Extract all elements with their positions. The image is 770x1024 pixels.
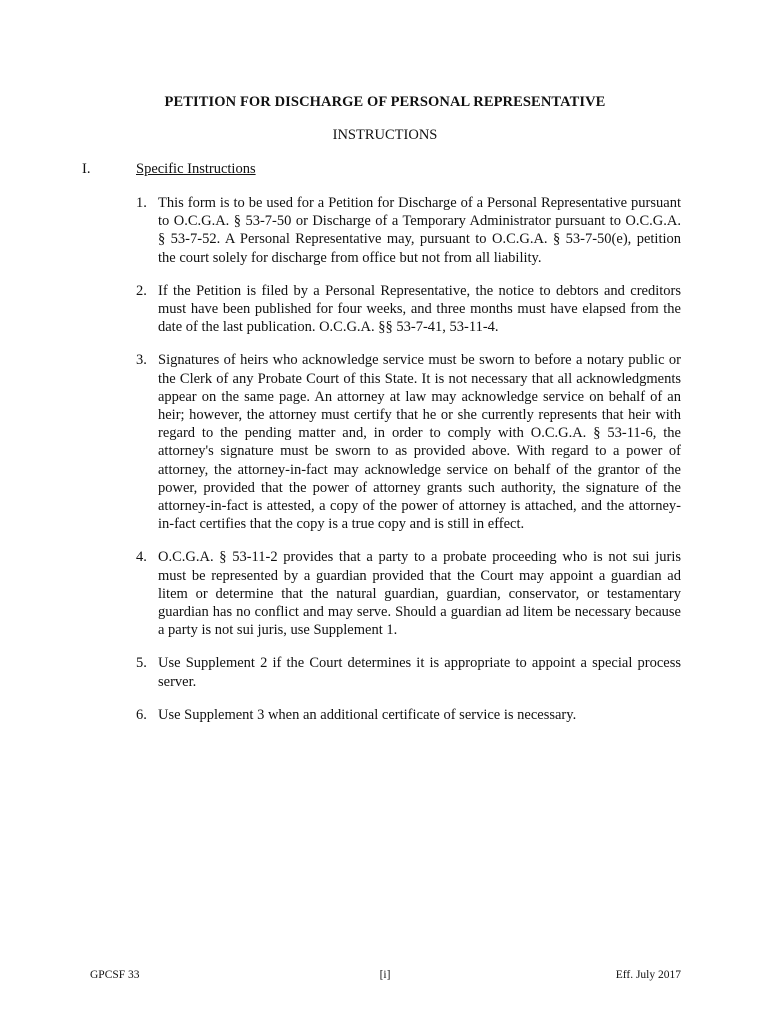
list-item-number: 4.	[136, 549, 147, 566]
list-item	[136, 654, 681, 690]
list-item	[136, 194, 681, 267]
list-item-number: 2.	[136, 282, 147, 299]
instructions-list	[136, 194, 681, 739]
section-title: Specific Instructions	[136, 161, 256, 177]
list-item-number: 3.	[136, 352, 147, 369]
footer-form-id: GPCSF 33	[90, 969, 140, 981]
list-item-text: This form is to be used for a Petition for Discharge of a Personal Representative pursuant to O.C.G.A. § 53-7-50 or Discharge of a Temporary Administrator pursuant to O.C.G.A. § 53-7-52. A Personal Representative may, pursuant to O.C.G.A. § 53-7-50(e), petition the court solely for discharge from office but not from all liability.	[158, 195, 681, 266]
list-item-number: 5.	[136, 655, 147, 672]
list-item	[136, 282, 681, 337]
page-subtitle: INSTRUCTIONS	[332, 127, 438, 143]
section-number: I.	[82, 161, 91, 177]
footer-effective-date: Eff. July 2017	[615, 969, 681, 981]
list-item-text: O.C.G.A. § 53-11-2 provides that a party to a probate proceeding who is not sui juris must be represented by a guardian provided that the Court may appoint a guardian ad litem or determine that the natural guardian, guardian, conservator, or testamentary guardian has no conflict and may serve. Should a guardian ad litem be necessary because a party is not sui juris, use Supplement 1.	[158, 549, 681, 639]
list-item-text: Signatures of heirs who acknowledge service must be sworn to before a notary public or the Clerk of any Probate Court of this State. It is not necessary that all acknowledgments appear on the same page. An attorney at law may acknowledge service on behalf of an heir; however, the attorney must certify that he or she currently represents that heir with regard to the pending matter and, in order to comply with O.C.G.A. § 53-11-6, the attorney's signature must be sworn to as provided above. With regard to a power of attorney, the attorney-in-fact may acknowledge service on behalf of the grantor of the power, provided that the power of attorney grants such authority, the signature of the attorney-in-fact is attested, a copy of the power of attorney is attached, and the attorney-in-fact certifies that the copy is a true copy and is still in effect.	[158, 352, 681, 533]
footer-page-number: [i]	[379, 969, 391, 981]
list-item-text: Use Supplement 2 if the Court determines it is appropriate to appoint a special process server.	[158, 655, 681, 690]
list-item-text: If the Petition is filed by a Personal Representative, the notice to debtors and creditors must have been published for four weeks, and three months must have elapsed from the date of the last publication. O.C.G.A. §§ 53-7-41, 53-11-4.	[158, 282, 681, 336]
page-title: PETITION FOR DISCHARGE OF PERSONAL REPRESENTATIVE	[164, 94, 606, 110]
list-item-number: 1.	[136, 195, 147, 211]
list-item-text: Use Supplement 3 when an additional certificate of service is necessary.	[158, 706, 577, 723]
list-item-number: 6.	[136, 706, 147, 723]
list-item	[136, 351, 681, 533]
list-item	[136, 548, 681, 639]
list-item	[136, 706, 681, 724]
